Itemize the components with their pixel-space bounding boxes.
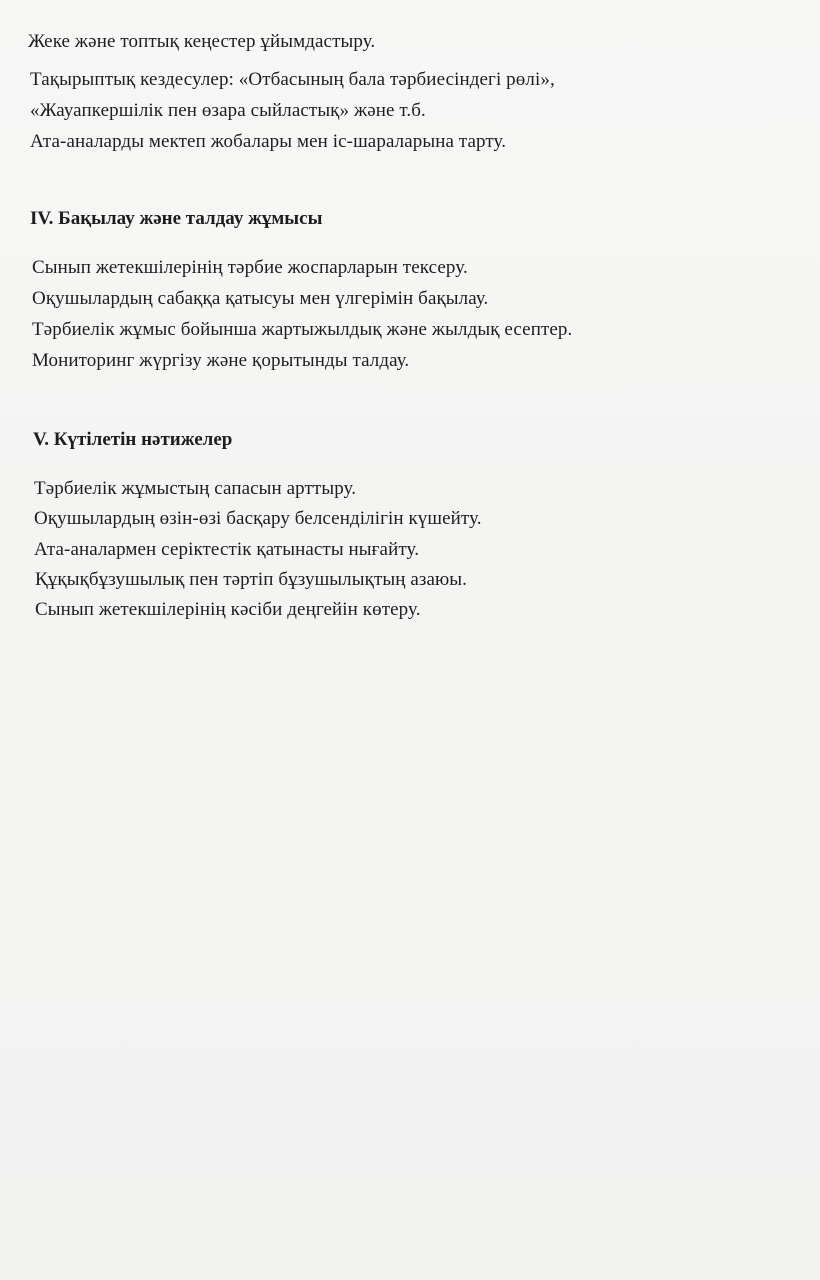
section-5-heading: V. Күтілетін нәтижелер [33, 429, 233, 450]
section-5-line-1: Тәрбиелік жұмыстың сапасын арттыру. [34, 478, 357, 499]
section-4-line-2: Оқушылардың сабаққа қатысуы мен үлгерімін бақылау. [32, 288, 489, 309]
intro-line-1: Жеке және топтық кеңестер ұйымдастыру. [28, 31, 376, 52]
intro-line-3: «Жауапкершілік пен өзара сыйластық» және т.б. [30, 100, 426, 121]
section-5-line-2: Оқушылардың өзін-өзі басқару белсенділігін күшейту. [34, 508, 482, 529]
section-4-heading: IV. Бақылау және талдау жұмысы [30, 208, 323, 229]
intro-line-4: Ата-аналарды мектеп жобалары мен іс-шараларына тарту. [30, 131, 507, 152]
section-5-line-5: Сынып жетекшілерінің кәсіби деңгейін көтеру. [35, 599, 421, 620]
intro-line-2: Тақырыптық кездесулер: «Отбасының бала тәрбиесіндегі рөлі», [30, 69, 555, 90]
section-4-line-3: Тәрбиелік жұмыс бойынша жартыжылдық және жылдық есептер. [32, 319, 573, 340]
section-4-line-1: Сынып жетекшілерінің тәрбие жоспарларын тексеру. [32, 257, 468, 278]
section-4-line-4: Мониторинг жүргізу және қорытынды талдау. [32, 350, 410, 371]
section-5-line-3: Ата-аналармен серіктестік қатынасты нығайту. [34, 539, 420, 560]
section-5-line-4: Құқықбұзушылық пен тәртіп бұзушылықтың азаюы. [35, 569, 468, 590]
